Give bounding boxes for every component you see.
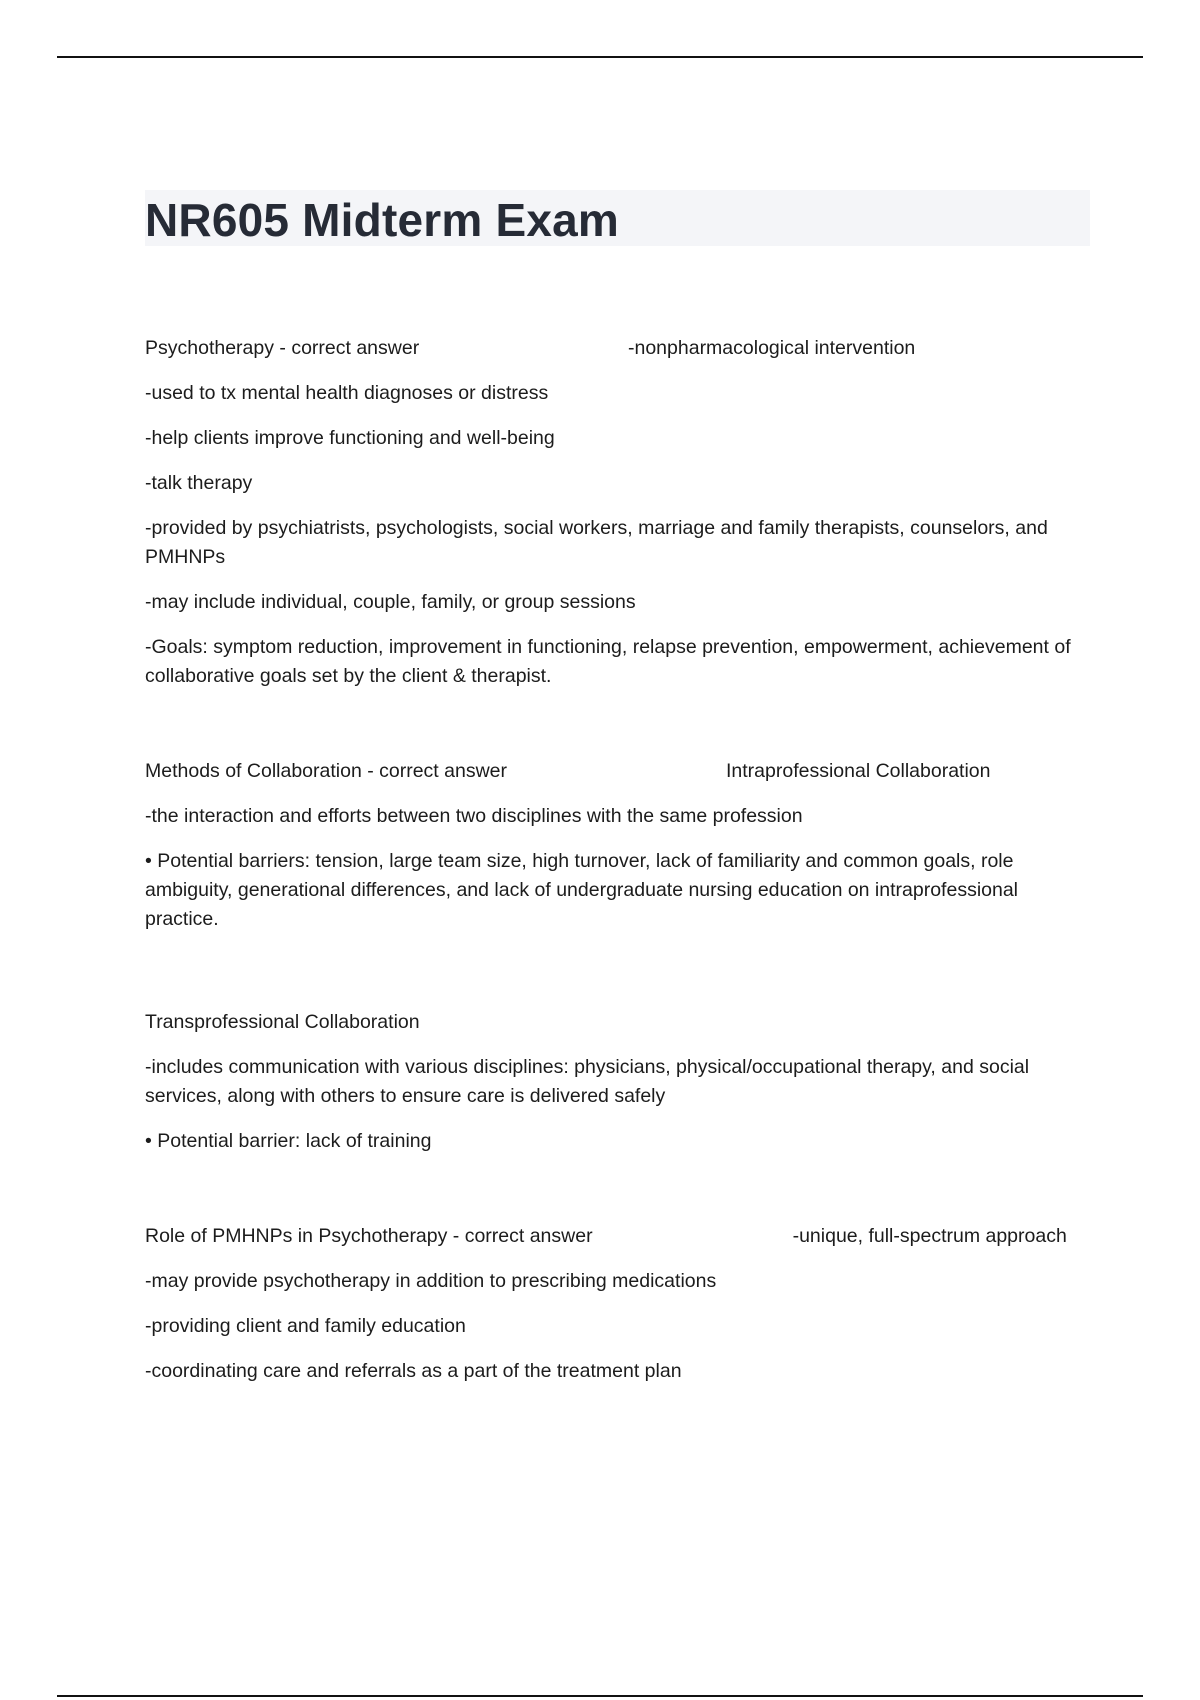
answer-line: -may include individual, couple, family, or group sessions xyxy=(145,591,636,613)
answer-line: -coordinating care and referrals as a part of the treatment plan xyxy=(145,1360,682,1382)
qa-head-line xyxy=(145,757,1090,786)
document-title: NR605 Midterm Exam xyxy=(145,194,619,246)
answer-line: • Potential barriers: tension, large team size, high turnover, lack of familiarity and common goals, role ambiguity, generational differences, and lack of undergraduate nursing education on intraprofessional practice. xyxy=(145,850,1019,930)
question-text: Role of PMHNPs in Psychotherapy - correct answer xyxy=(145,1225,593,1247)
answer-first-line: -nonpharmacological intervention xyxy=(628,337,916,359)
answer-first-line: -unique, full-spectrum approach xyxy=(792,1225,1067,1247)
answer-line: -Goals: symptom reduction, improvement in functioning, relapse prevention, empowerment, achievement of collaborative goals set by the client & therapist. xyxy=(145,636,1071,687)
question-text: Psychotherapy - correct answer xyxy=(145,337,420,359)
answer-line: • Potential barrier: lack of training xyxy=(145,1130,432,1152)
answer-line: -includes communication with various disciplines: physicians, physical/occupational therapy, and social services, along with others to ensure care is delivered safely xyxy=(145,1056,1030,1107)
answer-line: -the interaction and efforts between two disciplines with the same profession xyxy=(145,805,803,827)
answer-line: -used to tx mental health diagnoses or distress xyxy=(145,382,549,404)
qa-head-line xyxy=(145,334,1090,363)
answer-line: -provided by psychiatrists, psychologists, social workers, marriage and family therapists, counselors, and PMHNPs xyxy=(145,517,1048,568)
question-text: Methods of Collaboration - correct answer xyxy=(145,760,507,782)
qa-head-line xyxy=(145,1222,1090,1251)
answer-first-line: Intraprofessional Collaboration xyxy=(726,760,991,782)
title-bar xyxy=(145,190,1090,246)
subheading: Transprofessional Collaboration xyxy=(145,1011,420,1033)
qa-sections xyxy=(145,334,1090,1386)
qa-item-role-of-pmhnps xyxy=(145,1222,1090,1386)
answer-line: -may provide psychotherapy in addition to prescribing medications xyxy=(145,1270,717,1292)
bottom-rule xyxy=(57,1695,1143,1697)
qa-item-transprofessional-collaboration xyxy=(145,1008,1090,1156)
answer-line: -help clients improve functioning and well-being xyxy=(145,427,555,449)
qa-item-psychotherapy xyxy=(145,334,1090,691)
answer-line: -providing client and family education xyxy=(145,1315,466,1337)
top-rule xyxy=(57,56,1143,58)
document-body xyxy=(145,190,1090,1386)
qa-item-methods-of-collaboration xyxy=(145,757,1090,934)
answer-line: -talk therapy xyxy=(145,472,253,494)
